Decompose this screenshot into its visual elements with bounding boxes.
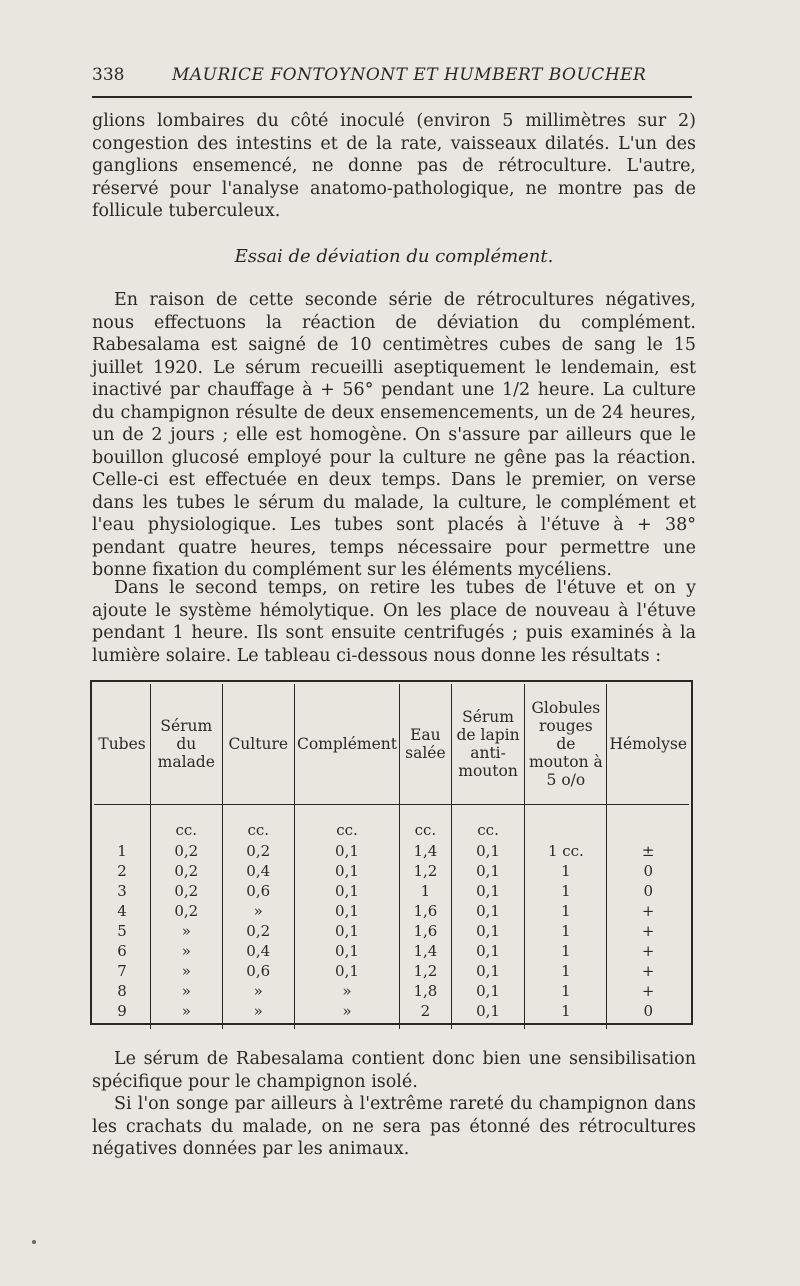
table-cell: 0,1 — [451, 901, 525, 921]
page-header — [92, 63, 692, 87]
table-cell: 1 — [525, 981, 607, 1001]
table-cell: 0,1 — [451, 981, 525, 1001]
table-cell: 0,1 — [294, 861, 399, 881]
table-row — [94, 861, 689, 881]
table-cell: 1 cc. — [525, 841, 607, 861]
table-cell: 0,1 — [294, 841, 399, 861]
table-cell: » — [222, 1001, 294, 1029]
page-number: 338 — [92, 65, 125, 85]
table-cell: 1 — [525, 961, 607, 981]
table-cell: 0 — [607, 881, 689, 901]
unit-cell — [607, 819, 689, 841]
table-cell: » — [222, 981, 294, 1001]
table-cell: 0,4 — [222, 941, 294, 961]
table-cell: 1 — [525, 881, 607, 901]
table-cell: 2 — [400, 1001, 452, 1029]
table-cell: » — [151, 981, 222, 1001]
header-rule — [92, 96, 692, 98]
table-cell: 1 — [525, 901, 607, 921]
table-cell: 0,1 — [451, 941, 525, 961]
table-cell: » — [222, 901, 294, 921]
header-serum-malade: Sérum du malade — [151, 684, 222, 805]
table-cell: 0,1 — [451, 861, 525, 881]
table-cell: 1,6 — [400, 901, 452, 921]
table-cell: 4 — [117, 902, 127, 920]
header-eau-salee: Eau salée — [400, 684, 452, 805]
unit-cell: cc. — [151, 819, 222, 841]
table-cell: 0,1 — [451, 1001, 525, 1029]
table-cell: 0,2 — [151, 841, 222, 861]
table-cell: + — [607, 901, 689, 921]
header-serum-lapin: Sérum de lapin anti-mouton — [451, 684, 525, 805]
header-culture: Culture — [222, 684, 294, 805]
table-cell: 1 — [525, 921, 607, 941]
table-cell: 1,2 — [400, 961, 452, 981]
table-row — [94, 961, 689, 981]
table-cell: 0,1 — [451, 961, 525, 981]
spacer-row — [94, 805, 689, 820]
table-cell: + — [607, 961, 689, 981]
table-cell: 0,1 — [294, 941, 399, 961]
table-cell: 1,2 — [400, 861, 452, 881]
unit-cell — [94, 819, 151, 841]
table-cell: 0,1 — [451, 921, 525, 941]
unit-cell: cc. — [294, 819, 399, 841]
table-cell: 0,1 — [294, 921, 399, 941]
header-globules: Globules rouges de mouton à 5 o/o — [525, 684, 607, 805]
table-cell: 0 — [607, 861, 689, 881]
table-cell: 5 — [117, 922, 127, 940]
table-cell: 2 — [117, 862, 127, 880]
table-cell: 0,6 — [222, 961, 294, 981]
table-cell: 0,2 — [151, 881, 222, 901]
header-tubes: Tubes — [94, 684, 151, 805]
table-cell: 0,1 — [294, 881, 399, 901]
table-header-row — [94, 684, 689, 805]
table-cell: 6 — [117, 942, 127, 960]
header-hemolyse: Hémolyse — [607, 684, 689, 805]
unit-cell — [525, 819, 607, 841]
table-cell: + — [607, 941, 689, 961]
table-cell: 0,1 — [294, 961, 399, 981]
table-cell: + — [607, 981, 689, 1001]
table-cell: 0,4 — [222, 861, 294, 881]
table-cell: 0,2 — [151, 861, 222, 881]
table-cell: 1,4 — [400, 841, 452, 861]
paragraph-4: Le sérum de Rabesalama contient donc bien une sensibilisation spécifique pour le champignon isolé. — [92, 1049, 696, 1092]
table-cell: 0,2 — [151, 901, 222, 921]
table-cell: 8 — [117, 982, 127, 1000]
table-row — [94, 901, 689, 921]
table-cell: 0 — [607, 1001, 689, 1029]
unit-cell: cc. — [400, 819, 452, 841]
table-cell: 0,1 — [451, 881, 525, 901]
table-cell: 0,6 — [222, 881, 294, 901]
table-row — [94, 921, 689, 941]
table-cell: 0,1 — [451, 841, 525, 861]
table-cell: 1 — [525, 1001, 607, 1029]
table-cell: 1,8 — [400, 981, 452, 1001]
table-cell: 1 — [525, 861, 607, 881]
table-row — [94, 841, 689, 861]
paragraph-5: Si l'on songe par ailleurs à l'extrême rareté du champignon dans les crachats du malade, on ne sera pas étonné des rétrocultures négatives données par les animaux. — [92, 1094, 696, 1159]
running-title: MAURICE FONTOYNONT ET HUMBERT BOUCHER — [172, 65, 647, 85]
table-cell: 0,2 — [222, 921, 294, 941]
unit-cell: cc. — [222, 819, 294, 841]
header-complement: Complément — [294, 684, 399, 805]
table-row — [94, 1001, 689, 1029]
table-cell: ± — [607, 841, 689, 861]
table-row — [94, 881, 689, 901]
results-table — [94, 684, 689, 1029]
table-cell: 0,2 — [222, 841, 294, 861]
table-cell: » — [151, 921, 222, 941]
table-cell: » — [294, 1001, 399, 1029]
table-cell: » — [151, 941, 222, 961]
paragraph-1: glions lombaires du côté inoculé (environ 5 millimètres sur 2) congestion des intestins et de la rate, vaisseaux dilatés. L'un des ganglions ensemencé, ne donne pas de rétroculture. L'autre, réservé pour l'analyse anatomo-pathologique, ne montre pas de follicule tuberculeux. — [92, 111, 696, 221]
table-cell: » — [151, 961, 222, 981]
table-row — [94, 981, 689, 1001]
table-row — [94, 941, 689, 961]
table-cell: 9 — [117, 1002, 127, 1020]
table-cell: 1 — [117, 842, 127, 860]
table-cell: 0,1 — [294, 901, 399, 921]
unit-cell: cc. — [451, 819, 525, 841]
table-cell: 1,6 — [400, 921, 452, 941]
table-cell: 1 — [525, 941, 607, 961]
section-heading: Essai de déviation du complément. — [234, 246, 554, 267]
table-cell: + — [607, 921, 689, 941]
table-cell: » — [151, 1001, 222, 1029]
table-cell: 3 — [117, 882, 127, 900]
table-cell: 7 — [117, 962, 127, 980]
paragraph-2: En raison de cette seconde série de rétrocultures négatives, nous effectuons la réaction de déviation du complément. Rabesalama est saigné de 10 centimètres cubes de sang le 15 juillet 1920. Le sérum recueilli aseptiquement le lendemain, est inactivé par chauffage à + 56° pendant une 1/2 heure. La culture du champignon résulte de deux ensemencements, un de 24 heures, un de 2 jours ; elle est homogène. On s'assure par ailleurs que le bouillon glucosé employé pour la culture ne gêne pas la réaction. Celle-ci est effectuée en deux temps. Dans le premier, on verse dans les tubes le sérum du malade, la culture, le complément et l'eau physiologique. Les tubes sont placés à l'étuve à + 38° pendant quatre heures, temps nécessaire pour permettre une bonne fixation du complément sur les éléments mycéliens. — [92, 290, 696, 580]
units-row — [94, 819, 689, 841]
paper-speck — [32, 1240, 36, 1244]
table-cell: 1 — [400, 881, 452, 901]
table-cell: » — [294, 981, 399, 1001]
paragraph-3: Dans le second temps, on retire les tubes de l'étuve et on y ajoute le système hémolytique. On les place de nouveau à l'étuve pendant 1 heure. Ils sont ensuite centrifugés ; puis examinés à la lumière solaire. Le tableau ci-dessous nous donne les résultats : — [92, 578, 696, 666]
table-cell: 1,4 — [400, 941, 452, 961]
